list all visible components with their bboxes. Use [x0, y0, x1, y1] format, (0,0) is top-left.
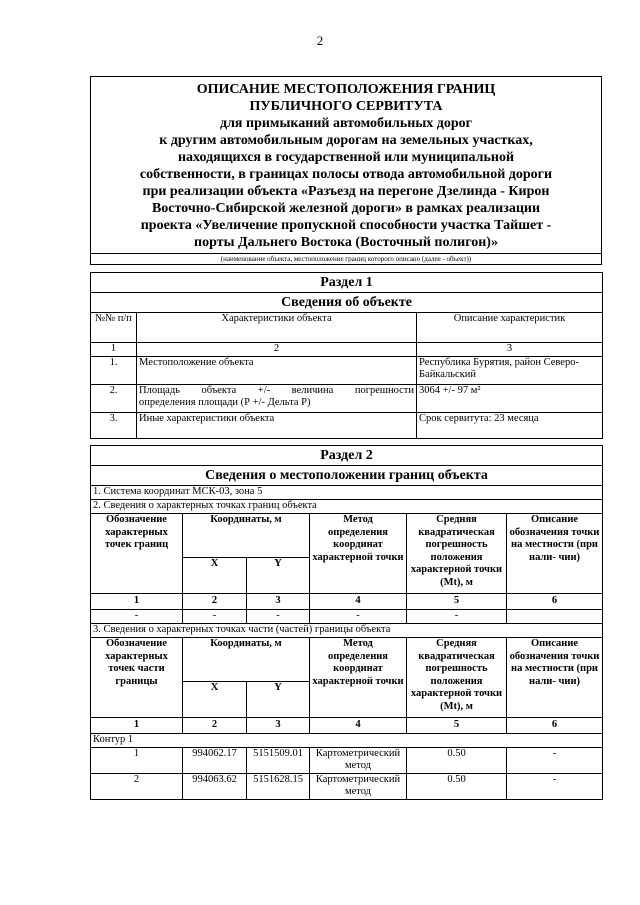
col-number: 3 [247, 718, 310, 734]
section2-title: Сведения о местоположении границ объекта [91, 466, 603, 486]
row-characteristic: Иные характеристики объекта [137, 413, 417, 439]
col-number: 6 [507, 594, 603, 610]
header-error: Средняя квадратическая погрешность положения характерной точки (Mt), м [407, 638, 507, 718]
header-y: Y [247, 558, 310, 594]
row-number: 2. [91, 385, 137, 413]
cell-error: - [407, 610, 507, 624]
header-y: Y [247, 682, 310, 718]
title-line: собственности, в границах полосы отвода автомобильной дороги [139, 167, 553, 182]
characteristic-line: Площадь объекта +/- величина погрешности [139, 385, 414, 396]
header-x: X [183, 682, 247, 718]
cell-method: Картометрический метод [310, 748, 407, 774]
header-point: Обозначение характерных точек границ [91, 514, 183, 594]
table-row [91, 610, 603, 624]
contour-label: Контур 1 [91, 734, 603, 748]
title-caption: (наименование объекта, местоположение границ которого описано (далее - объект)) [91, 254, 602, 265]
section2-label: Раздел 2 [91, 446, 603, 466]
col-header-num: №№ п/п [91, 313, 137, 343]
title-line: Восточно-Сибирской железной дороги» в рамках реализации [151, 201, 541, 216]
row-characteristic [137, 385, 417, 413]
cell-y: 5151509.01 [247, 748, 310, 774]
cell-x: - [183, 610, 247, 624]
cell-method: Картометрический метод [310, 774, 407, 800]
section1-table [90, 272, 603, 439]
cell-error: 0.50 [407, 748, 507, 774]
header-point-part: Обозначение характерных точек части границы [91, 638, 183, 718]
col-number: 6 [507, 718, 603, 734]
title-line: проекта «Увеличение пропускной способности участка Тайшет - [140, 218, 552, 233]
cell-description [507, 610, 603, 624]
table-row [91, 385, 603, 413]
header-x: X [183, 558, 247, 594]
row-characteristic: Местоположение объекта [137, 357, 417, 385]
header-method: Метод определения координат характерной точки [310, 514, 407, 594]
part2-title: 2. Сведения о характерных точках границ объекта [91, 500, 603, 514]
cell-point: - [91, 610, 183, 624]
title-line: при реализации объекта «Разъезд на перегоне Дзелинда - Кирон [142, 184, 550, 199]
cell-x: 994062.17 [183, 748, 247, 774]
header-table [90, 76, 602, 265]
title-line: к другим автомобильным дорогам на земельных участках, [159, 133, 533, 148]
row-number: 3. [91, 413, 137, 439]
part3-title: 3. Сведения о характерных точках части (частей) границы объекта [91, 624, 603, 638]
col-number: 5 [407, 594, 507, 610]
col-number: 1 [91, 718, 183, 734]
title-line: находящихся в государственной или муниципальной [177, 150, 515, 165]
row-description: Республика Бурятия, район Северо-Байкальский [417, 357, 603, 385]
col-number: 4 [310, 594, 407, 610]
section2-table [90, 445, 603, 800]
header-coords: Координаты, м [183, 514, 310, 558]
section1-label: Раздел 1 [91, 273, 603, 293]
header-method: Метод определения координат характерной точки [310, 638, 407, 718]
table-row [91, 357, 603, 385]
header-description: Описание обозначения точки на местности (при нали- чии) [507, 514, 603, 594]
cell-y: - [247, 610, 310, 624]
header-error: Средняя квадратическая погрешность положения характерной точки (Mt), м [407, 514, 507, 594]
header-description: Описание обозначения точки на местности (при нали- чии) [507, 638, 603, 718]
row-description: Срок сервитута: 23 месяца [417, 413, 603, 439]
table-row [91, 413, 603, 439]
table-row [91, 774, 603, 800]
coord-system: 1. Система координат МСК-03, зона 5 [91, 486, 603, 500]
header-coords: Координаты, м [183, 638, 310, 682]
page-number: 2 [316, 33, 324, 48]
section1-title: Сведения об объекте [91, 293, 603, 313]
cell-point: 2 [91, 774, 183, 800]
col-number: 2 [183, 594, 247, 610]
table-row [91, 748, 603, 774]
col-number: 5 [407, 718, 507, 734]
title-line: порты Дальнего Востока (Восточный полигон)» [194, 235, 498, 250]
title-line: ОПИСАНИЕ МЕСТОПОЛОЖЕНИЯ ГРАНИЦ [196, 82, 496, 97]
col-number: 1 [91, 594, 183, 610]
cell-error: 0.50 [407, 774, 507, 800]
col-number: 4 [310, 718, 407, 734]
row-description: 3064 +/- 97 м² [417, 385, 603, 413]
cell-method: - [310, 610, 407, 624]
cell-description: - [507, 774, 603, 800]
title-line: ПУБЛИЧНОГО СЕРВИТУТА [249, 99, 443, 114]
col-number: 3 [417, 343, 603, 357]
characteristic-line: определения площади (Р +/- Дельта Р) [139, 397, 311, 408]
col-number: 3 [247, 594, 310, 610]
cell-description: - [507, 748, 603, 774]
cell-y: 5151628.15 [247, 774, 310, 800]
cell-x: 994063.62 [183, 774, 247, 800]
title-line: для примыканий автомобильных дорог [220, 116, 472, 131]
col-number: 2 [183, 718, 247, 734]
col-number: 2 [137, 343, 417, 357]
col-header-description: Описание характеристик [417, 313, 603, 343]
col-number: 1 [91, 343, 137, 357]
cell-point: 1 [91, 748, 183, 774]
row-number: 1. [91, 357, 137, 385]
col-header-characteristics: Характеристики объекта [137, 313, 417, 343]
document-title [91, 77, 602, 254]
